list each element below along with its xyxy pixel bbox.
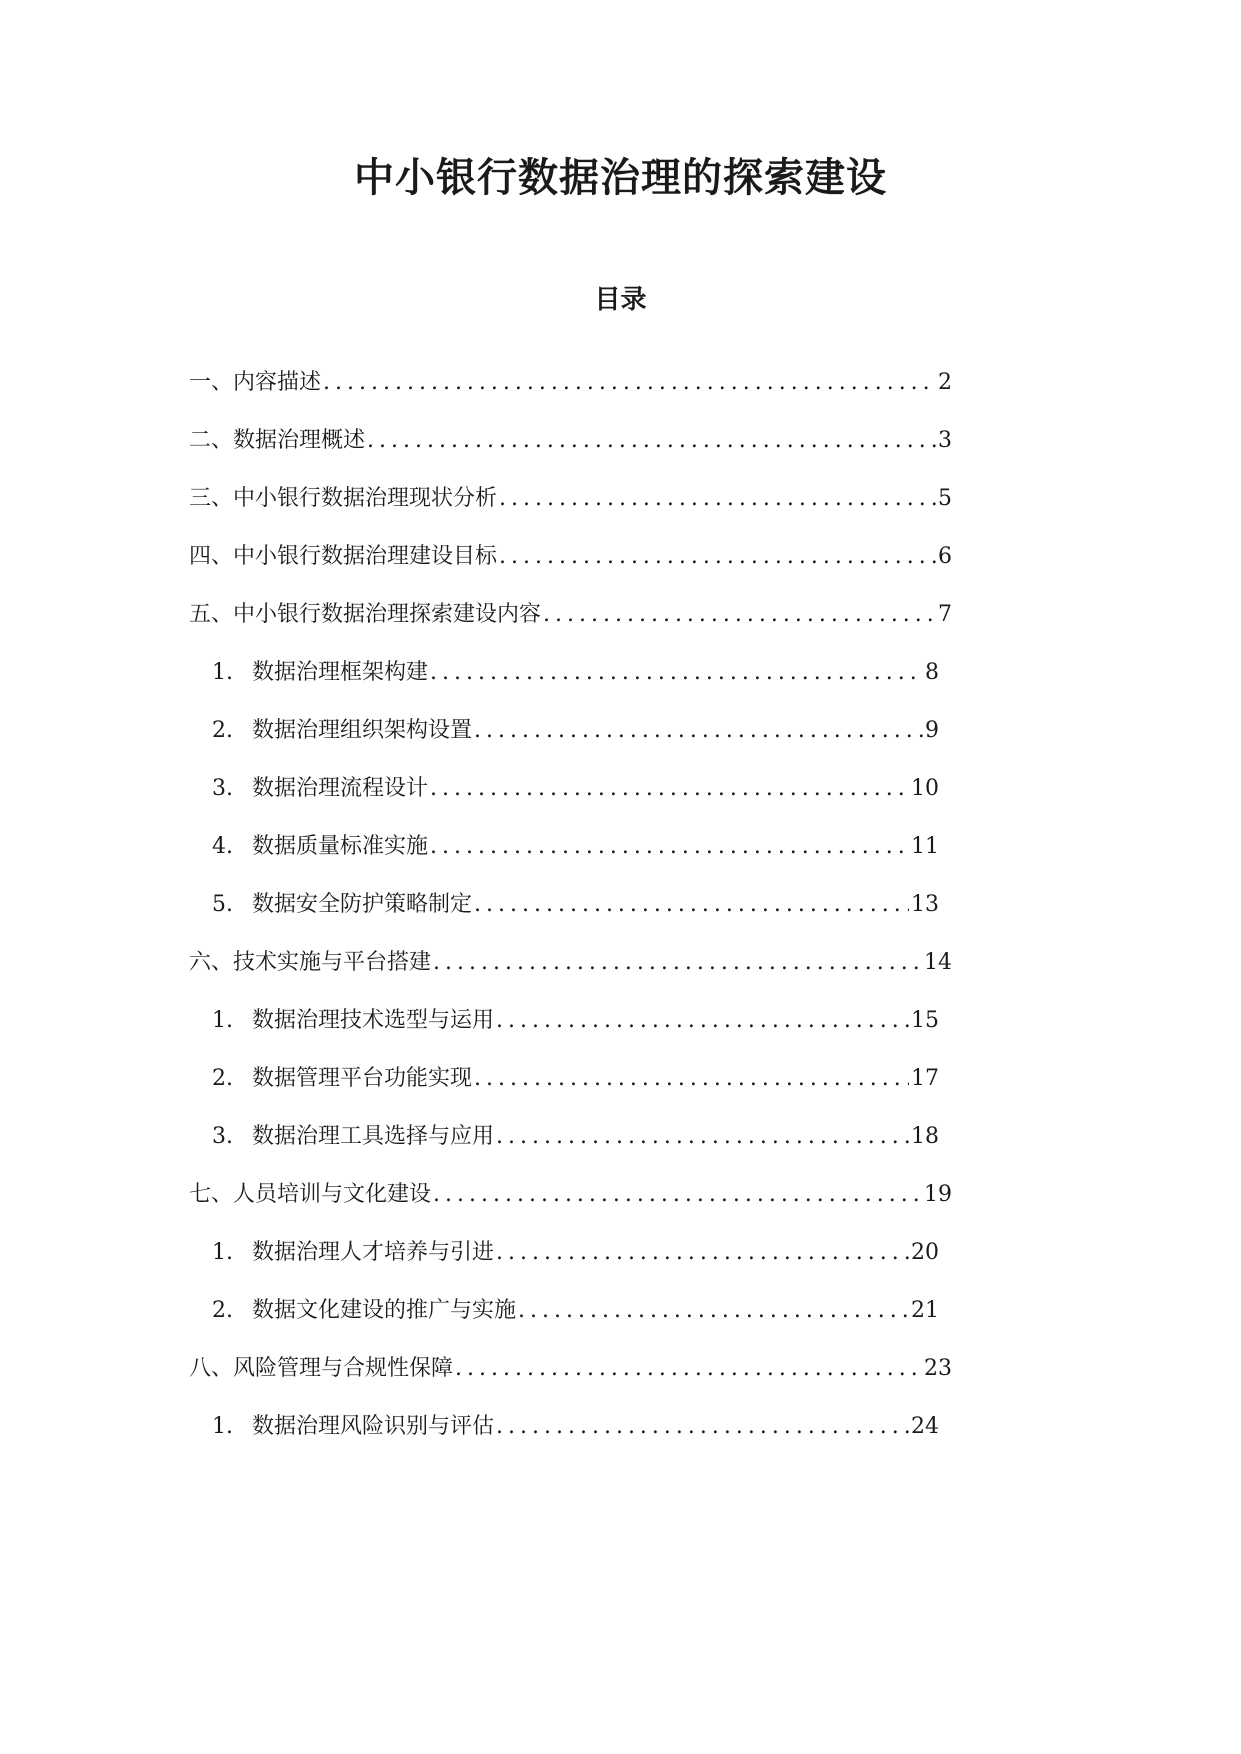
toc-dot-leader <box>431 943 922 983</box>
toc-entry-subsection[interactable] <box>212 769 939 809</box>
toc-page-number: 20 <box>911 1240 939 1265</box>
toc-page-number: 14 <box>924 950 952 975</box>
toc-dot-leader <box>453 1349 922 1389</box>
toc-entry-title: 数据质量标准实施 <box>252 834 429 859</box>
toc-page-number: 2 <box>938 370 952 395</box>
toc-dot-leader <box>428 769 909 809</box>
toc-entry-title: 数据治理技术选型与运用 <box>252 1008 495 1033</box>
toc-entry-number: 3. <box>212 776 233 801</box>
toc-page-number: 9 <box>925 718 939 743</box>
toc-entry-number: 1. <box>212 1008 233 1033</box>
toc-entry-section[interactable] <box>189 595 952 635</box>
toc-entry-subsection[interactable] <box>212 653 939 693</box>
toc-entry-subsection[interactable] <box>212 1407 939 1447</box>
toc-entry-title: 一、内容描述 <box>189 370 322 395</box>
toc-entry-section[interactable] <box>189 1175 952 1215</box>
toc-page-number: 7 <box>938 602 952 627</box>
document-title: 中小银行数据治理的探索建设 <box>354 154 887 201</box>
toc-entry-section[interactable] <box>189 363 952 403</box>
toc-entry-section[interactable] <box>189 537 952 577</box>
toc-dot-leader <box>541 595 936 635</box>
toc-entry-section[interactable] <box>189 479 952 519</box>
toc-entry-title: 数据文化建设的推广与实施 <box>252 1298 517 1323</box>
toc-page-number: 21 <box>911 1298 939 1323</box>
toc-page-number: 11 <box>911 834 939 859</box>
toc-entry-number: 4. <box>212 834 233 859</box>
toc-entry-title: 八、风险管理与合规性保障 <box>189 1356 454 1381</box>
toc-entry-title: 七、人员培训与文化建设 <box>189 1182 432 1207</box>
toc-dot-leader <box>494 1117 909 1157</box>
toc-entry-title: 二、数据治理概述 <box>189 428 366 453</box>
toc-entry-title: 三、中小银行数据治理现状分析 <box>189 486 498 511</box>
toc-dot-leader <box>516 1291 909 1331</box>
toc-entry-subsection[interactable] <box>212 1117 939 1157</box>
toc-entry-section[interactable] <box>189 943 952 983</box>
toc-entry-title: 四、中小银行数据治理建设目标 <box>189 544 498 569</box>
toc-page-number: 24 <box>911 1414 939 1439</box>
toc-dot-leader <box>428 827 909 867</box>
toc-page-number: 17 <box>911 1066 939 1091</box>
toc-entry-title: 六、技术实施与平台搭建 <box>189 950 432 975</box>
toc-entry-number: 3. <box>212 1124 233 1149</box>
toc-page-number: 15 <box>911 1008 939 1033</box>
toc-entry-subsection[interactable] <box>212 827 939 867</box>
toc-entry-subsection[interactable] <box>212 1291 939 1331</box>
toc-page-number: 18 <box>911 1124 939 1149</box>
toc-entry-subsection[interactable] <box>212 885 939 925</box>
toc-entry-title: 数据安全防护策略制定 <box>252 892 473 917</box>
toc-dot-leader <box>497 537 936 577</box>
toc-dot-leader <box>365 421 936 461</box>
toc-entry-title: 数据治理风险识别与评估 <box>252 1414 495 1439</box>
toc-entry-number: 1. <box>212 660 233 685</box>
toc-entry-number: 5. <box>212 892 233 917</box>
toc-page-number: 13 <box>911 892 939 917</box>
toc-entry-section[interactable] <box>189 1349 952 1389</box>
toc-dot-leader <box>494 1233 909 1273</box>
toc-entry-section[interactable] <box>189 421 952 461</box>
toc-page-number: 10 <box>911 776 939 801</box>
toc-dot-leader <box>472 885 909 925</box>
toc-dot-leader <box>497 479 936 519</box>
toc-entry-subsection[interactable] <box>212 1059 939 1099</box>
toc-entry-title: 数据治理框架构建 <box>252 660 429 685</box>
toc-page-number: 3 <box>938 428 952 453</box>
toc-entry-subsection[interactable] <box>212 1233 939 1273</box>
toc-dot-leader <box>428 653 923 693</box>
toc-entry-number: 2. <box>212 718 233 743</box>
toc-dot-leader <box>472 1059 909 1099</box>
toc-dot-leader <box>494 1407 909 1447</box>
toc-entry-title: 数据治理工具选择与应用 <box>252 1124 495 1149</box>
toc-entry-number: 1. <box>212 1414 233 1439</box>
toc-entry-subsection[interactable] <box>212 711 939 751</box>
toc-page-number: 6 <box>938 544 952 569</box>
toc-page-number: 23 <box>924 1356 952 1381</box>
toc-entry-subsection[interactable] <box>212 1001 939 1041</box>
toc-page-number: 8 <box>925 660 939 685</box>
toc-dot-leader <box>431 1175 922 1215</box>
toc-dot-leader <box>321 363 936 403</box>
toc-page-number: 19 <box>924 1182 952 1207</box>
toc-entry-number: 2. <box>212 1066 233 1091</box>
toc-entry-number: 1. <box>212 1240 233 1265</box>
toc-entry-title: 数据治理流程设计 <box>252 776 429 801</box>
toc-heading: 目录 <box>594 285 647 315</box>
toc-page-number: 5 <box>938 486 952 511</box>
toc-entry-title: 数据治理组织架构设置 <box>252 718 473 743</box>
toc-entry-title: 数据治理人才培养与引进 <box>252 1240 495 1265</box>
toc-dot-leader <box>472 711 923 751</box>
toc-entry-title: 五、中小银行数据治理探索建设内容 <box>189 602 542 627</box>
toc-entry-number: 2. <box>212 1298 233 1323</box>
toc-dot-leader <box>494 1001 909 1041</box>
toc-entry-title: 数据管理平台功能实现 <box>252 1066 473 1091</box>
